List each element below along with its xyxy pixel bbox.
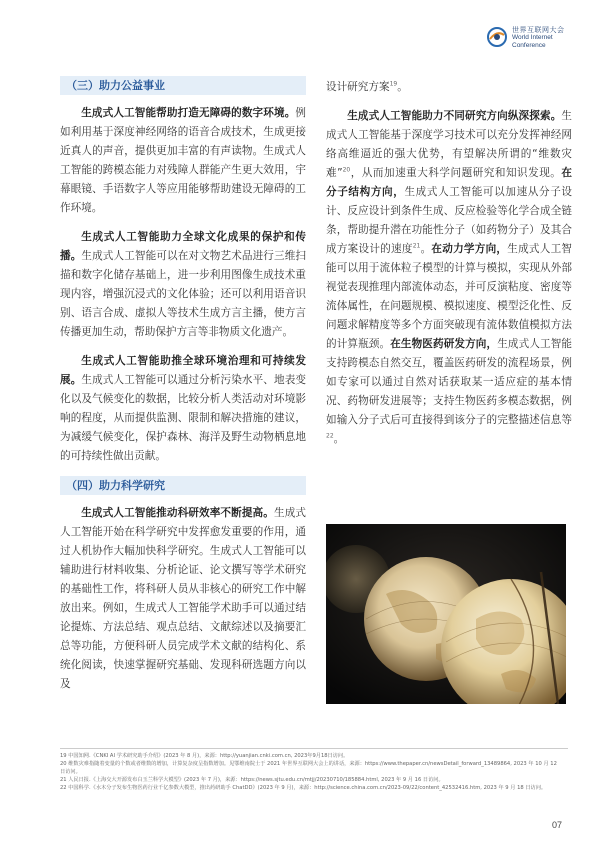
logo-text-en-line2: Conference [512,42,546,49]
page-number: 07 [552,820,563,830]
paragraph-culture [60,228,306,342]
dynamics-direction-lead: 在动力学方向， [431,243,508,255]
paragraph-research-directions-body: 生成式人工智能基于深度学习技术可以充分发挥神经网络高维逼近的强大优势，有望解决所谓的“维数灾难” [326,110,572,179]
paragraph-environment [60,352,306,466]
paragraph-research-directions-lead: 生成式人工智能助力不同研究方向纵深探索。 [347,110,562,122]
footnote-22: 22 中国科学.《水木分子发布生物医药行业千亿参数大模型，推出药研助手 ChatDD》(2023 年 9 月)，来源：http://science.china.com.cn/2023-09/22/content_42532416.htm, 2023 年 9 月 18 日访问。 [60,785,547,791]
footnote-ref-22: 22 [326,432,334,440]
paragraph-research-efficiency [60,504,306,694]
section-heading-science: （四）助力科学研究 [60,476,306,495]
paragraph-accessibility-lead: 生成式人工智能帮助打造无障碍的数字环境。 [81,107,296,119]
biomedical-direction-body: 生成式人工智能支持跨模态自然交互，覆盖医药研发的流程场景，例如专家可以通过自然对话获取某一适应症的基本情况、药物研发进展等；支持生物医药多模态数据，例如输入分子式后可直接得到该分子的完整描述信息等 [326,338,573,426]
dynamics-direction-body: 生成式人工智能可以用于流体粒子模型的计算与模拟，实现从外部视觉表现推理内部流体动态，并可反演粘度、密度等流体属性，在问题规模、模拟速度、模型泛化性、反问题求解精度等多个方面突破现有流体数值模拟方法的计算瓶颈。 [326,243,573,350]
paragraph-research-efficiency-body: 生成式人工智能开始在科学研究中发挥愈发重要的作用，通过人机协作大幅加快科学研究。生成式人工智能可以辅助进行材料收集、分析论证、论文撰写等学术研究的基础性工作，将科研人员从非核心的研究工作中解放出来。例如，生成式人工智能学术助手可以通过结论提炼、方法总结、观点总结、文献综述以及摘要汇总等功能，方便科研人员完成学术文献的结构化、系统化阅读，快速掌握研究基础、发现科研选题方向以及 [60,507,306,690]
biomedical-direction-lead: 在生物医药研发方向， [390,338,498,350]
paragraph-environment-body: 生成式人工智能可以通过分析污染水平、地表变化以及气候变化的数据，比较分析人类活动对环境影响的程度，从而提供监测、限制和解决措施的建议，为减缓气候变化，保护森林、海洋及野生动物栖息地的可持续性做出贡献。 [60,374,307,462]
footnote-ref-21: 21 [412,242,421,250]
paragraph-continued [326,78,572,97]
section-heading-public-welfare: （三）助力公益事业 [60,76,306,95]
biomedical-direction-end: 。 [333,433,345,445]
paragraph-research-directions [326,107,572,449]
molecular-direction-end: 。 [420,243,432,255]
paragraph-accessibility [60,104,306,218]
paragraph-culture-body: 生成式人工智能可以在对文物艺术品进行三维扫描和数字化储存基础上，进一步利用图像生成技术重现内容，增强沉浸式的文化体验；还可以利用语音识别、语言合成、虚拟人等技术生成方言主播，使方言传播更加生动，帮助保护方言等非物质文化遗产。 [60,250,307,338]
conference-logo-icon [486,26,508,48]
logo-text-en-line1: World Internet [512,34,553,41]
conference-logo [486,20,586,60]
globes-photo [326,524,566,704]
footnote-ref-20: 20 [342,166,351,174]
paragraph-culture-lead: 生成式人工智能助力全球文化成果的保护和传播。 [60,231,306,262]
footnote-19: 19 中国知网.《CNKI AI 学术研究助手介绍》(2023 年 8 月)，来源：http://yuanjian.cnki.com.cn, 2023年9月18日访问。 [60,753,349,759]
footnote-divider [60,748,568,749]
molecular-direction-body: 生成式人工智能可以加速从分子设计、反应设计到条件生成、反应检验等化学合成全链条，帮助提升潜在功能性分子（如药物分子）及其合成方案设计的速度 [326,186,572,255]
paragraph-accessibility-body: 例如利用基于深度神经网络的语音合成技术，生成更接近真人的声音，提供更加丰富的有声读物。生成式人工智能的跨模态能力对残障人群能产生更大效用，宇幕眼镜、手语数字人等应用能够帮助建设无障碍的工作环境。 [60,107,306,214]
paragraph-continued-end: 。 [397,81,408,93]
paragraph-research-efficiency-lead: 生成式人工智能推动科研效率不断提高。 [81,507,274,519]
right-column [326,78,572,459]
molecular-direction-lead: 在分子结构方向， [326,167,572,198]
paragraph-environment-lead: 生成式人工智能助推全球环境治理和可持续发展。 [60,355,306,386]
paragraph-continued-text: 设计研究方案 [326,81,390,93]
left-column [60,76,306,704]
footnote-ref-19: 19 [389,80,398,88]
footnote-20: 20 维数灾难指随着变量的个数或者维数的增加，计算复杂度呈指数增加。见鄂维南院士于 2021 年世界互联网大会上的讲话，来源：https://www.thepaper.cn/newsDetail_forward_13489864, 2023 年 10 月 12 日访问。 [60,761,557,775]
globes-photo-graphic [326,524,566,704]
footnote-21: 21 人民日报.《上海交大开源发布白玉兰科学大模型》(2023 年 7 月)，来源：https://news.sjtu.edu.cn/mtjj/20230710/185884.html, 2023 年 9 月 16 日访问。 [60,777,444,783]
logo-text-cn: 世界互联网大会 [512,26,565,34]
paragraph-research-directions-body-2: ，从而加速重大科学问题研究和知识发现。 [350,167,562,179]
footnotes [60,752,560,792]
